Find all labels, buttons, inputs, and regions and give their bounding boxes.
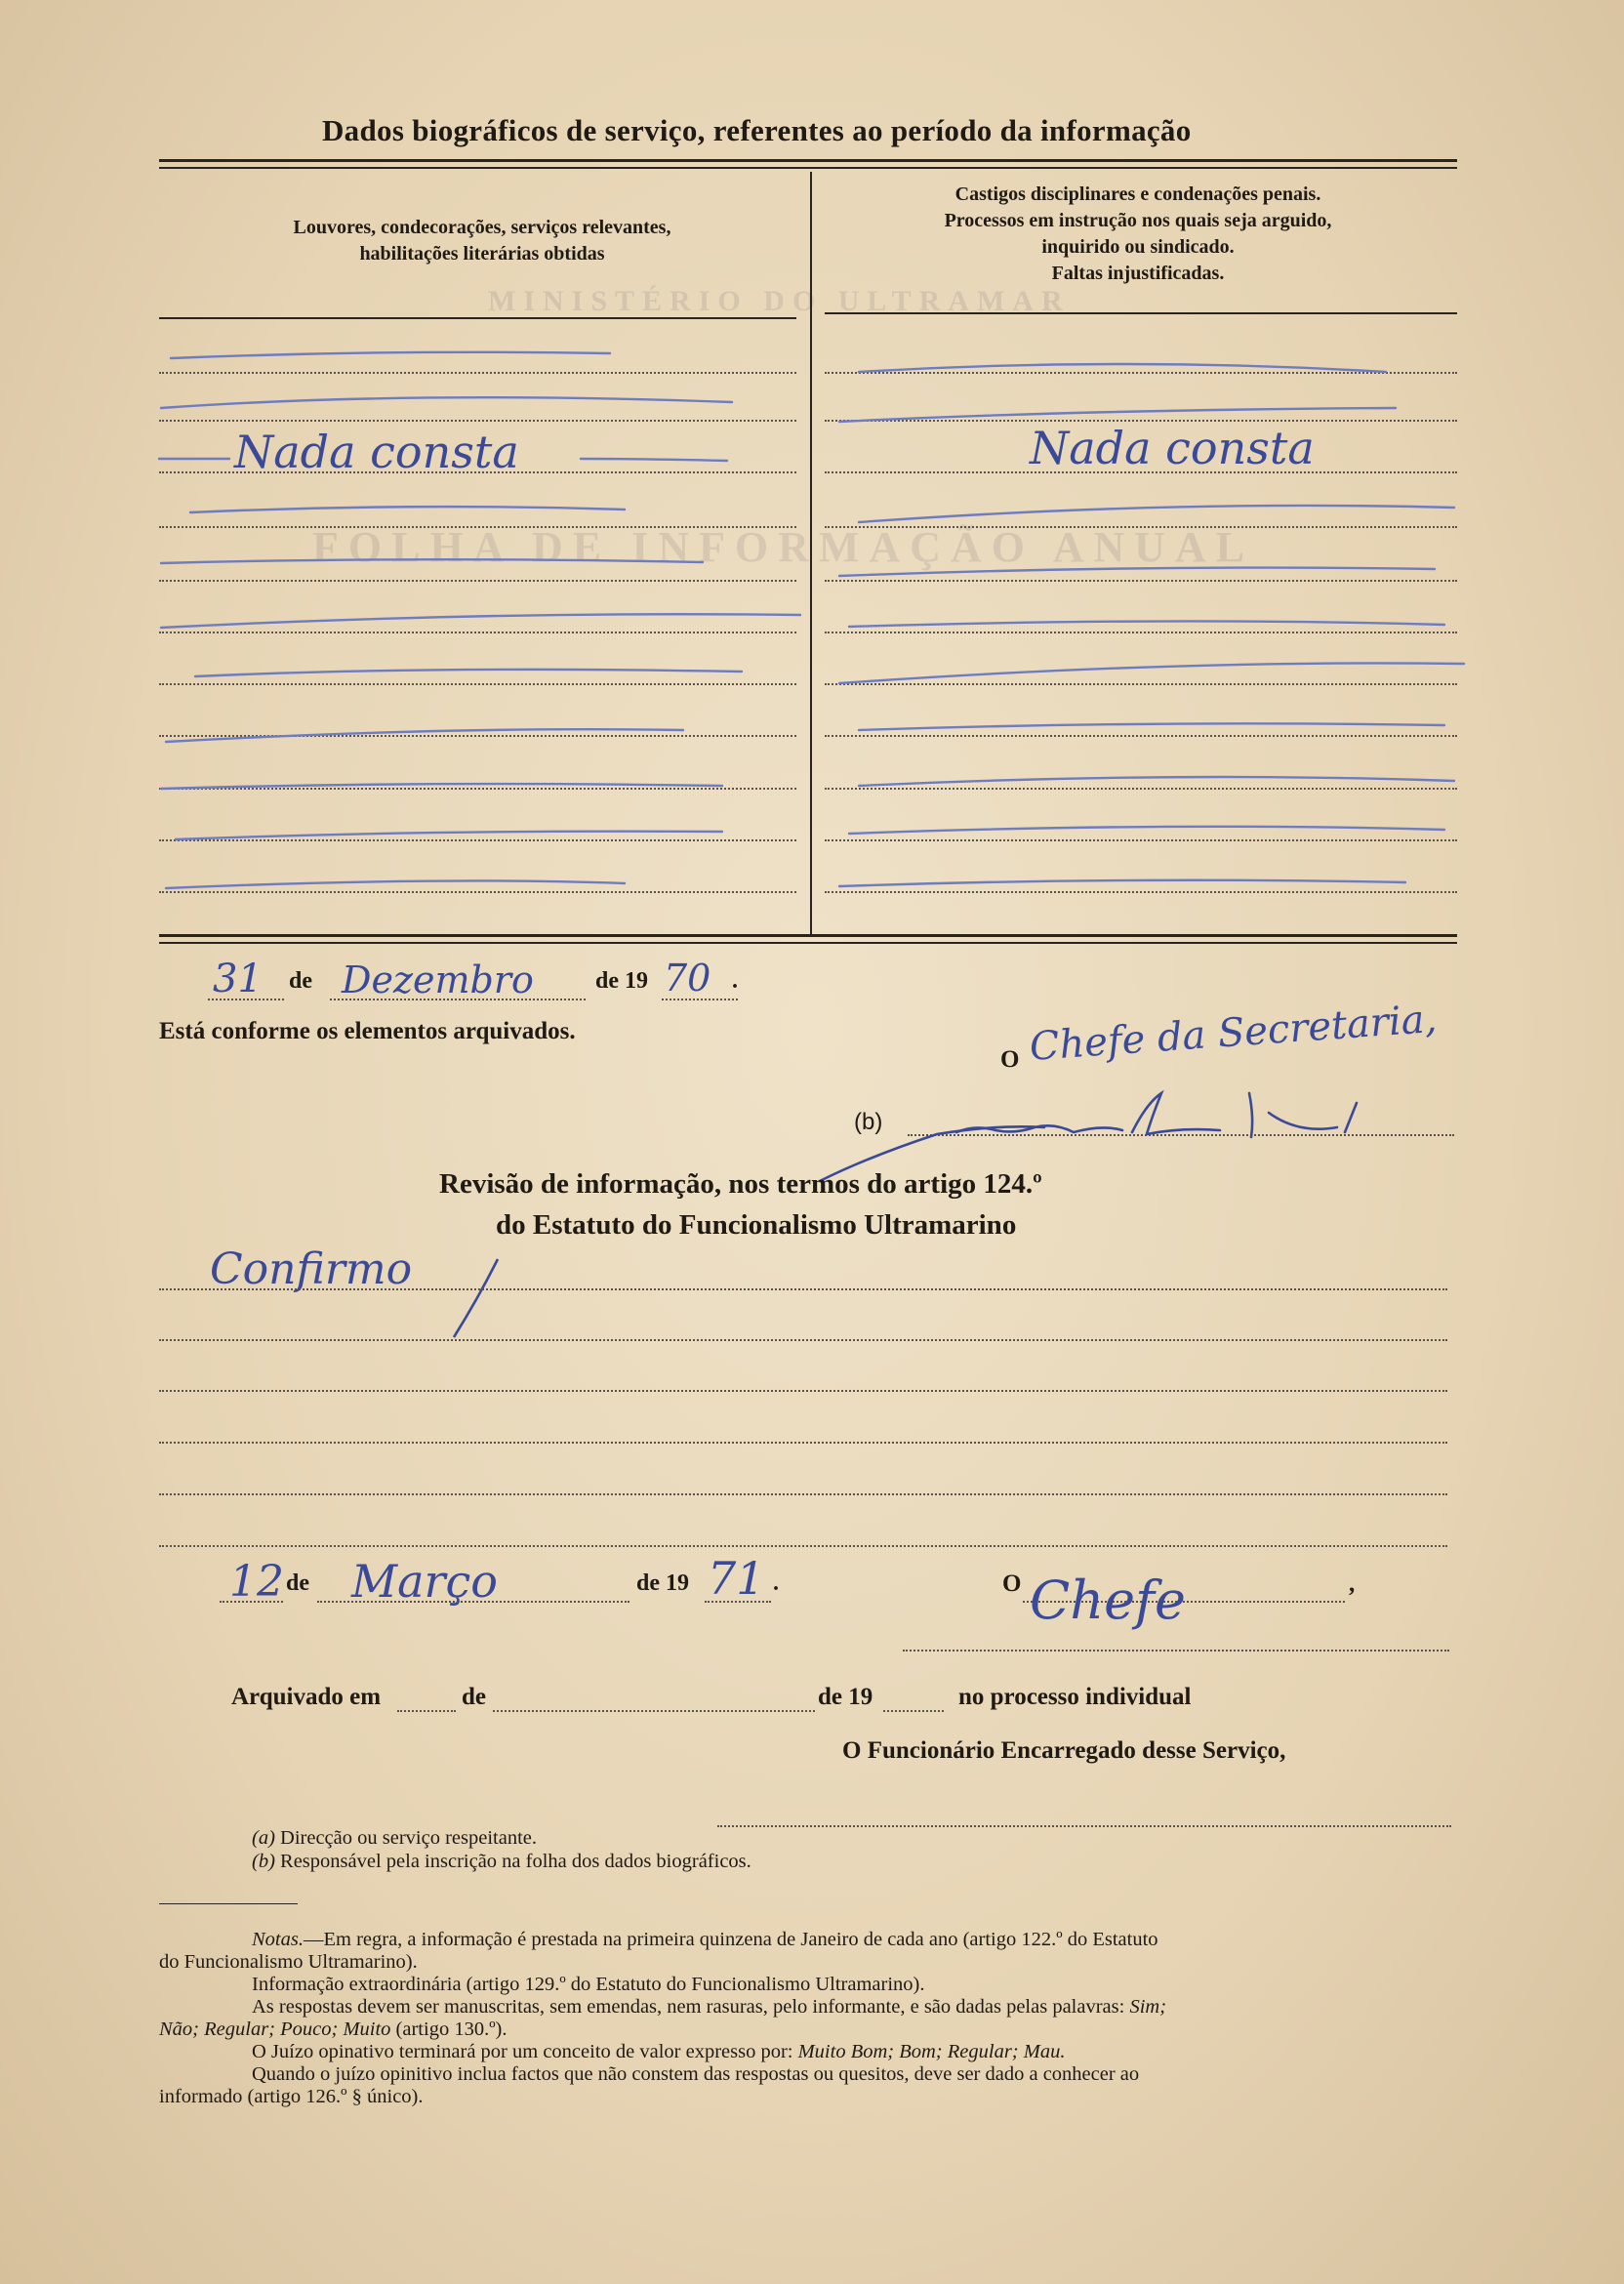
date2-comma: , <box>1349 1570 1356 1597</box>
date1-year-prefix: de 19 <box>595 968 648 994</box>
footnote-b: (b) Responsável pela inscrição na folha dos dados biográficos. <box>252 1851 751 1872</box>
officer-label: O Funcionário Encarregado desse Serviço, <box>842 1737 1286 1764</box>
date1-year-suffix: 70 <box>664 957 711 999</box>
handwritten-filler-strokes <box>0 0 1624 976</box>
role-o-label: O <box>1000 1046 1020 1073</box>
right-column-heading: Castigos disciplinares e condenações penais. Processos em instrução nos quais seja arguido, inquirido ou sindicado. Faltas injustificadas. <box>944 184 1332 284</box>
date1-period: . <box>732 968 738 994</box>
revision-dotted-line <box>159 1545 1447 1547</box>
date2-year-suffix: 71 <box>708 1552 765 1605</box>
date1-day: 31 <box>213 957 263 1001</box>
bleed-through-text: FOLHA DE INFORMAÇÃO ANUAL <box>312 523 1255 571</box>
notes-block: Notas.—Em regra, a informação é prestada na primeira quinzena de Janeiro de cada ano (artigo 122.º do Estatuto do Funcionalismo Ultramarino). Informação extraordinária (artigo 129.º do Estatuto do Funcionalismo Ultramarino). As respostas devem ser manuscritas, sem emendas, nem rasuras, pelo informante, e são dadas pelas palavras: Sim; Não; Regular; Pouco; Muito (artigo 130.º). O Juízo opinativo terminará por um conceito de valor expresso por: Muito Bom; Bom; Regular; Mau. Quando o juízo opinitivo inclua factos que não constem das respostas ou quesitos, deve ser dado a conhecer ao informado (artigo 126.º § único). <box>159 1929 1167 2107</box>
notes-separator <box>159 1903 298 1904</box>
date2-period: . <box>773 1570 779 1596</box>
table-bottom-rule-thin <box>159 942 1457 944</box>
left-column-heading: Louvores, condecorações, serviços relevantes, habilitações literárias obtidas <box>293 217 671 265</box>
archived-de-label: de <box>462 1684 486 1710</box>
revision-stroke <box>429 1249 527 1347</box>
date2-role-handwritten: Chefe <box>1030 1570 1186 1631</box>
date2-month-line <box>317 1601 629 1603</box>
revision-handwritten: Confirmo <box>210 1244 413 1294</box>
archived-label: Arquivado em <box>231 1684 382 1710</box>
date1-de-label: de <box>289 968 312 994</box>
archived-month-line <box>493 1710 815 1712</box>
revision-heading-line2: do Estatuto do Funcionalismo Ultramarino <box>496 1209 1017 1241</box>
date1-year-line <box>662 999 738 1000</box>
role-handwritten: Chefe da Secretaria, <box>1028 996 1439 1070</box>
revision-dotted-line <box>159 1390 1447 1392</box>
left-handwritten-entry: Nada consta <box>234 426 519 478</box>
date1-month: Dezembro <box>342 958 534 1001</box>
revision-heading-line1: Revisão de informação, nos termos do artigo 124.º <box>439 1168 1042 1200</box>
footnote-a: (a) Direcção ou serviço respeitante. <box>252 1827 537 1849</box>
revision-dotted-line <box>159 1442 1447 1444</box>
date1-month-line <box>330 999 586 1000</box>
archived-process-label: no processo individual <box>958 1684 1192 1710</box>
revision-dotted-line <box>159 1339 1447 1341</box>
date2-year-prefix: de 19 <box>636 1570 689 1596</box>
date2-year-line <box>705 1601 771 1603</box>
date2-day: 12 <box>229 1557 284 1607</box>
archived-year-prefix: de 19 <box>818 1684 873 1710</box>
right-handwritten-entry: Nada consta <box>1030 422 1315 474</box>
revision-dotted-line <box>159 1288 1447 1290</box>
conformity-text: Está conforme os elementos arquivados. <box>159 1018 576 1044</box>
page-title: Dados biográficos de serviço, referentes ao período da informação <box>322 113 1192 147</box>
officer-signature-line <box>717 1825 1451 1827</box>
b-label: (b) <box>854 1109 883 1135</box>
date2-day-line <box>220 1601 283 1603</box>
revision-dotted-line <box>159 1493 1447 1495</box>
date2-month: Março <box>351 1555 498 1608</box>
table-bottom-rule <box>159 934 1457 937</box>
archived-year-line <box>883 1710 944 1712</box>
bleed-through-text: MINISTÉRIO DO ULTRAMAR <box>488 285 1071 317</box>
date2-signature-line <box>903 1650 1449 1652</box>
date1-day-line <box>208 999 284 1000</box>
date2-o-label: O <box>1002 1570 1022 1597</box>
archived-day-line <box>397 1710 456 1712</box>
date2-de-label: de <box>286 1570 309 1596</box>
